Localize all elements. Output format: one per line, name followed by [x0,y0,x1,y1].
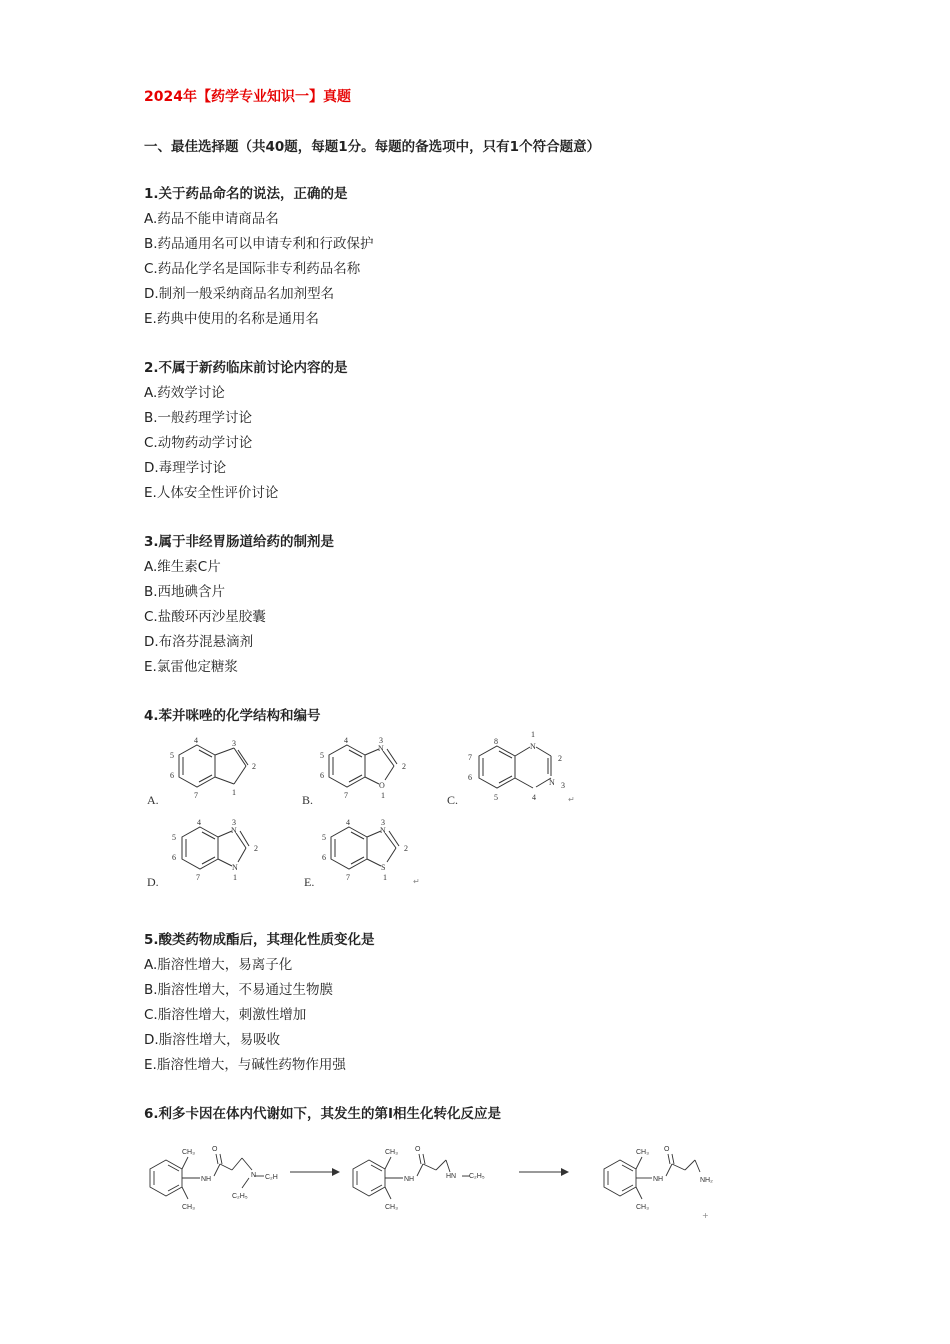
svg-text:CH₃: CH₃ [182,1149,195,1156]
structure-e [301,818,431,890]
svg-text:6: 6 [320,771,324,780]
svg-text:S: S [381,863,386,872]
svg-text:3: 3 [381,818,385,827]
svg-text:5: 5 [320,751,324,760]
svg-text:5: 5 [322,833,326,842]
svg-text:5: 5 [494,793,498,802]
structure-label: D. [147,875,159,889]
structure-label: A. [147,793,159,807]
svg-text:↵: ↵ [568,795,575,804]
option-b: B.药品通用名可以申请专利和行政保护 [144,236,374,252]
structure-c [444,728,594,808]
svg-text:4: 4 [346,818,350,827]
svg-text:7: 7 [196,873,200,882]
option-e: E.人体安全性评价讨论 [144,485,279,501]
svg-text:C₂H: C₂H [265,1174,278,1181]
svg-text:N: N [232,863,238,872]
svg-text:O: O [379,781,385,790]
svg-text:NH: NH [201,1176,212,1183]
structure-label: B. [302,793,314,807]
question-stem: 6.利多卡因在体内代谢如下，其发生的第I相生化转化反应是 [144,1106,502,1122]
svg-text:CH₃: CH₃ [182,1204,195,1211]
svg-text:4: 4 [344,736,348,745]
question-5 [144,928,375,1078]
svg-text:7: 7 [468,753,472,762]
option-e: E.脂溶性增大，与碱性药物作用强 [144,1057,346,1073]
svg-text:O: O [212,1146,218,1153]
structure-b [299,736,429,808]
svg-text:1: 1 [381,791,385,800]
svg-text:NH: NH [653,1176,664,1183]
structure-a [144,736,274,808]
svg-text:↵: ↵ [413,877,420,886]
question-2 [144,356,348,506]
svg-text:6: 6 [322,853,326,862]
svg-text:CH₃: CH₃ [385,1149,398,1156]
svg-text:1: 1 [531,730,535,739]
svg-text:+: + [702,1211,709,1220]
option-a: A.药效学讨论 [144,385,225,401]
question-stem: 5.酸类药物成酯后，其理化性质变化是 [144,932,375,948]
option-b: B.脂溶性增大，不易通过生物膜 [144,982,334,998]
svg-text:1: 1 [233,873,237,882]
section-heading: 一、最佳选择题（共40题，每题1分。每题的备选项中，只有1个符合题意） [144,139,601,155]
option-c: C.动物药动学讨论 [144,435,253,451]
question-stem: 2.不属于新药临床前讨论内容的是 [144,360,348,376]
svg-text:N: N [549,778,555,787]
option-b: B.一般药理学讨论 [144,410,253,426]
svg-text:5: 5 [172,833,176,842]
svg-text:3: 3 [561,781,565,790]
option-a: A.维生素C片 [144,559,221,575]
question-stem: 1.关于药品命名的说法，正确的是 [144,186,348,202]
option-d: D.毒理学讨论 [144,460,227,476]
svg-text:O: O [415,1146,421,1153]
question-3 [144,530,334,680]
svg-text:3: 3 [379,736,383,745]
option-a: A.药品不能申请商品名 [144,211,279,227]
option-c: C.盐酸环丙沙星胶囊 [144,609,266,625]
question-1 [144,182,374,332]
svg-text:4: 4 [197,818,201,827]
svg-text:C₂H₅: C₂H₅ [232,1193,248,1200]
structure-label: C. [447,793,459,807]
svg-text:1: 1 [232,788,236,797]
option-c: C.脂溶性增大，刺激性增加 [144,1007,307,1023]
question-4 [144,704,321,729]
svg-text:7: 7 [344,791,348,800]
question-stem: 4.苯并咪唑的化学结构和编号 [144,708,321,724]
svg-text:N: N [378,744,384,753]
svg-text:NH: NH [404,1176,415,1183]
svg-text:O: O [664,1146,670,1153]
svg-text:4: 4 [532,793,536,802]
svg-text:7: 7 [346,873,350,882]
svg-text:N: N [380,826,386,835]
svg-text:2: 2 [254,844,258,853]
svg-text:N: N [231,826,237,835]
svg-text:HN: HN [446,1173,457,1180]
option-d: D.制剂一般采纳商品名加剂型名 [144,286,335,302]
svg-text:CH₃: CH₃ [636,1149,649,1156]
question-6 [144,1102,501,1127]
svg-text:4: 4 [194,736,198,745]
svg-text:CH₃: CH₃ [636,1204,649,1211]
svg-text:N: N [251,1172,257,1179]
question-stem: 3.属于非经胃肠道给药的制剂是 [144,534,335,550]
svg-text:6: 6 [468,773,472,782]
option-e: E.药典中使用的名称是通用名 [144,311,319,327]
svg-text:6: 6 [172,853,176,862]
svg-text:1: 1 [383,873,387,882]
option-d: D.脂溶性增大，易吸收 [144,1032,281,1048]
option-b: B.西地碘含片 [144,584,226,600]
svg-text:3: 3 [232,739,236,748]
lidocaine-metabolism-scheme [144,1132,724,1227]
option-e: E.氯雷他定糖浆 [144,659,238,675]
svg-text:2: 2 [558,754,562,763]
svg-text:N: N [530,742,536,751]
svg-text:2: 2 [252,762,256,771]
svg-text:3: 3 [232,818,236,827]
svg-text:NH₂: NH₂ [700,1177,713,1184]
svg-text:2: 2 [402,762,406,771]
svg-text:2: 2 [404,844,408,853]
option-d: D.布洛芬混悬滴剂 [144,634,254,650]
svg-text:8: 8 [494,737,498,746]
document-title: 2024年【药学专业知识一】真题 [144,89,351,105]
structure-label: E. [304,875,315,889]
option-a: A.脂溶性增大，易离子化 [144,957,293,973]
svg-text:6: 6 [170,771,174,780]
svg-text:—C₂H₅: —C₂H₅ [462,1173,485,1180]
structure-d [144,818,274,890]
option-c: C.药品化学名是国际非专利药品名称 [144,261,361,277]
svg-text:7: 7 [194,791,198,800]
svg-text:CH₃: CH₃ [385,1204,398,1211]
svg-text:5: 5 [170,751,174,760]
